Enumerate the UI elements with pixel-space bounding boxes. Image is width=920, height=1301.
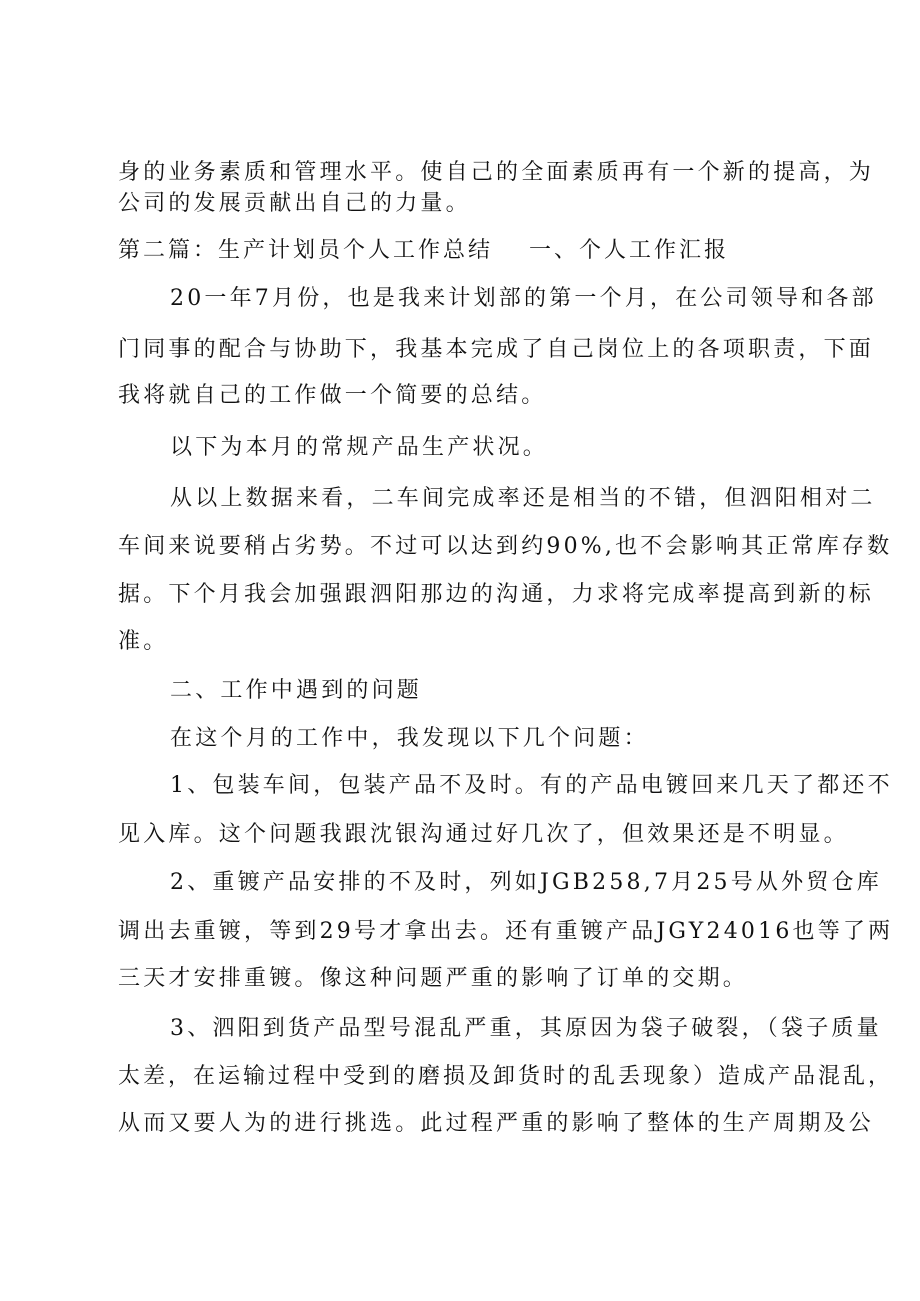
text-line: 身的业务素质和管理水平。使自己的全面素质再有一个新的提高，为 xyxy=(118,160,875,185)
text-line: 1、包装车间，包装产品不及时。有的产品电镀回来几天了都还不 xyxy=(170,773,893,798)
text-line: 太差，在运输过程中受到的磨损及卸货时的乱丢现象）造成产品混乱， xyxy=(118,1064,894,1089)
text-line: 门同事的配合与协助下，我基本完成了自己岗位上的各项职责，下面 xyxy=(118,337,875,362)
text-line: 2、重镀产品安排的不及时，列如JGB258,7月25号从外贸仓库 xyxy=(170,870,882,895)
text-line: 准。 xyxy=(118,629,169,654)
text-line: 车间来说要稍占劣势。不过可以达到约90%,也不会影响其正常库存数 xyxy=(118,534,893,559)
section-heading: 二、工作中遇到的问题 xyxy=(170,678,423,703)
text-line: 以下为本月的常规产品生产状况。 xyxy=(170,435,549,460)
text-line: 20一年7月份，也是我来计划部的第一个月，在公司领导和各部 xyxy=(170,286,877,311)
text-line: 3、泗阳到货产品型号混乱严重，其原因为袋子破裂，（袋子质量 xyxy=(170,1016,882,1041)
text-line: 在这个月的工作中，我发现以下几个问题： xyxy=(170,726,649,751)
text-line: 三天才安排重镀。像这种问题严重的影响了订单的交期。 xyxy=(118,966,749,991)
text-line: 公司的发展贡献出自己的力量。 xyxy=(118,191,471,216)
section-subtitle: 一、个人工作汇报 xyxy=(529,238,730,263)
text-line: 从而又要人为的进行挑选。此过程严重的影响了整体的生产周期及公 xyxy=(118,1111,875,1136)
text-line: 我将就自己的工作做一个简要的总结。 xyxy=(118,383,547,408)
text-line: 调出去重镀，等到29号才拿出去。还有重镀产品JGY24016也等了两 xyxy=(118,919,894,944)
text-line: 见入库。这个问题我跟沈银沟通过好几次了，但效果还是不明显。 xyxy=(118,822,849,847)
text-line: 从以上数据来看，二车间完成率还是相当的不错，但泗阳相对二 xyxy=(170,486,876,511)
section-title: 第二篇：生产计划员个人工作总结 xyxy=(118,238,494,263)
text-line: 据。下个月我会加强跟泗阳那边的沟通，力求将完成率提高到新的标 xyxy=(118,582,875,607)
